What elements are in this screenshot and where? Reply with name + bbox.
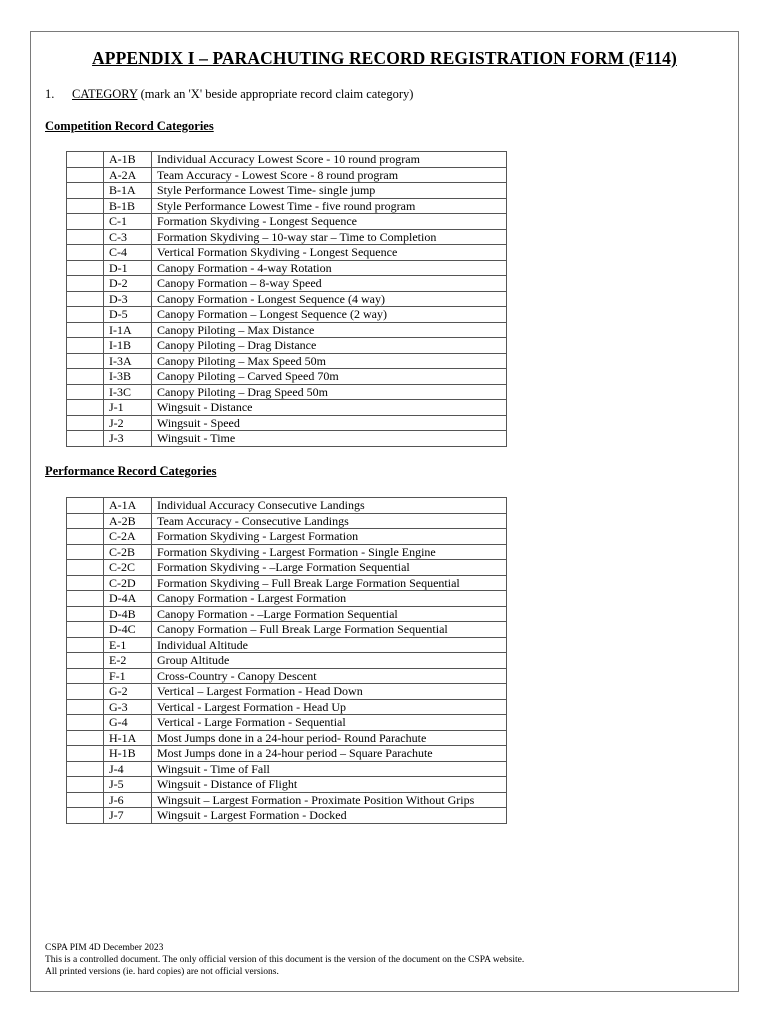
category-description: Most Jumps done in a 24-hour period- Round Parachute	[152, 730, 507, 746]
record-row	[67, 322, 507, 338]
mark-cell[interactable]	[67, 653, 104, 669]
category-code: B-1A	[104, 183, 152, 199]
category-description: Canopy Piloting – Drag Speed 50m	[152, 384, 507, 400]
category-description: Group Altitude	[152, 653, 507, 669]
record-row	[67, 761, 507, 777]
category-code: C-2C	[104, 560, 152, 576]
footer-controlled-note: This is a controlled document. The only official version of this document is the version of the document on the CSPA website.	[45, 955, 525, 965]
category-code: J-6	[104, 792, 152, 808]
category-description: Wingsuit - Distance of Flight	[152, 777, 507, 793]
category-description: Vertical Formation Skydiving - Longest Sequence	[152, 245, 507, 261]
footer	[45, 942, 524, 978]
category-description: Canopy Formation - Longest Sequence (4 way)	[152, 291, 507, 307]
category-description: Wingsuit - Time of Fall	[152, 761, 507, 777]
category-description: Cross-Country - Canopy Descent	[152, 668, 507, 684]
record-row	[67, 245, 507, 261]
record-row	[67, 544, 507, 560]
category-description: Style Performance Lowest Time - five round program	[152, 198, 507, 214]
mark-cell[interactable]	[67, 622, 104, 638]
record-row	[67, 792, 507, 808]
mark-cell[interactable]	[67, 307, 104, 323]
performance-heading: Performance Record Categories	[45, 464, 217, 478]
mark-cell[interactable]	[67, 276, 104, 292]
mark-cell[interactable]	[67, 777, 104, 793]
page-title: APPENDIX I – PARACHUTING RECORD REGISTRATION FORM (F114)	[92, 48, 677, 68]
record-row	[67, 415, 507, 431]
category-code: G-3	[104, 699, 152, 715]
mark-cell[interactable]	[67, 761, 104, 777]
record-row	[67, 167, 507, 183]
category-description: Individual Accuracy Consecutive Landings	[152, 498, 507, 514]
category-code: A-2B	[104, 513, 152, 529]
mark-cell[interactable]	[67, 746, 104, 762]
mark-cell[interactable]	[67, 183, 104, 199]
category-code: A-1A	[104, 498, 152, 514]
category-description: Individual Altitude	[152, 637, 507, 653]
record-row	[67, 353, 507, 369]
category-code: C-3	[104, 229, 152, 245]
record-row	[67, 400, 507, 416]
record-row	[67, 653, 507, 669]
mark-cell[interactable]	[67, 198, 104, 214]
mark-cell[interactable]	[67, 369, 104, 385]
category-description: Team Accuracy - Lowest Score - 8 round program	[152, 167, 507, 183]
record-row	[67, 229, 507, 245]
category-description: Canopy Formation - Largest Formation	[152, 591, 507, 607]
category-description: Canopy Formation – Full Break Large Formation Sequential	[152, 622, 507, 638]
category-code: J-7	[104, 808, 152, 824]
category-code: J-5	[104, 777, 152, 793]
category-code: D-1	[104, 260, 152, 276]
category-code: B-1B	[104, 198, 152, 214]
category-code: I-3A	[104, 353, 152, 369]
category-code: F-1	[104, 668, 152, 684]
record-row	[67, 183, 507, 199]
category-code: A-1B	[104, 152, 152, 168]
record-row	[67, 498, 507, 514]
mark-cell[interactable]	[67, 637, 104, 653]
category-description: Vertical - Largest Formation - Head Up	[152, 699, 507, 715]
category-description: Formation Skydiving – Full Break Large Formation Sequential	[152, 575, 507, 591]
mark-cell[interactable]	[67, 152, 104, 168]
mark-cell[interactable]	[67, 498, 104, 514]
record-row	[67, 746, 507, 762]
record-row	[67, 591, 507, 607]
category-description: Formation Skydiving - Largest Formation - Single Engine	[152, 544, 507, 560]
record-row	[67, 513, 507, 529]
mark-cell[interactable]	[67, 715, 104, 731]
footer-doc-id: CSPA PIM 4D December 2023	[45, 943, 164, 953]
mark-cell[interactable]	[67, 415, 104, 431]
mark-cell[interactable]	[67, 322, 104, 338]
category-description: Formation Skydiving – 10-way star – Time to Completion	[152, 229, 507, 245]
section-number: 1.	[45, 87, 55, 101]
mark-cell[interactable]	[67, 513, 104, 529]
category-code: J-4	[104, 761, 152, 777]
category-description: Vertical - Large Formation - Sequential	[152, 715, 507, 731]
category-description: Wingsuit - Distance	[152, 400, 507, 416]
category-description: Wingsuit - Speed	[152, 415, 507, 431]
category-code: E-2	[104, 653, 152, 669]
competition-heading: Competition Record Categories	[45, 119, 214, 133]
mark-cell[interactable]	[67, 260, 104, 276]
mark-cell[interactable]	[67, 431, 104, 447]
category-code: E-1	[104, 637, 152, 653]
category-description: Most Jumps done in a 24-hour period – Square Parachute	[152, 746, 507, 762]
mark-cell[interactable]	[67, 668, 104, 684]
mark-cell[interactable]	[67, 291, 104, 307]
category-instruction-text: (mark an 'X' beside appropriate record claim category)	[137, 87, 414, 101]
record-row	[67, 198, 507, 214]
record-row	[67, 338, 507, 354]
category-description: Formation Skydiving - –Large Formation Sequential	[152, 560, 507, 576]
record-row	[67, 637, 507, 653]
category-code: G-2	[104, 684, 152, 700]
competition-record-table	[66, 151, 507, 447]
category-code: C-4	[104, 245, 152, 261]
category-description: Canopy Formation – 8-way Speed	[152, 276, 507, 292]
record-row	[67, 777, 507, 793]
record-row	[67, 260, 507, 276]
record-row	[67, 369, 507, 385]
category-code: D-3	[104, 291, 152, 307]
record-row	[67, 808, 507, 824]
category-code: D-2	[104, 276, 152, 292]
category-code: I-3C	[104, 384, 152, 400]
category-code: D-4A	[104, 591, 152, 607]
category-description: Canopy Piloting – Max Speed 50m	[152, 353, 507, 369]
mark-cell[interactable]	[67, 214, 104, 230]
footer-printed-note: All printed versions (ie. hard copies) are not official versions.	[45, 967, 279, 977]
performance-record-table	[66, 497, 507, 824]
mark-cell[interactable]	[67, 606, 104, 622]
record-row	[67, 152, 507, 168]
category-label: CATEGORY	[72, 87, 138, 101]
category-description: Formation Skydiving - Longest Sequence	[152, 214, 507, 230]
mark-cell[interactable]	[67, 792, 104, 808]
mark-cell[interactable]	[67, 338, 104, 354]
mark-cell[interactable]	[67, 560, 104, 576]
record-row	[67, 699, 507, 715]
category-code: C-2D	[104, 575, 152, 591]
mark-cell[interactable]	[67, 544, 104, 560]
record-row	[67, 715, 507, 731]
record-row	[67, 684, 507, 700]
mark-cell[interactable]	[67, 245, 104, 261]
category-code: H-1B	[104, 746, 152, 762]
category-description: Canopy Piloting – Drag Distance	[152, 338, 507, 354]
category-code: J-2	[104, 415, 152, 431]
record-row	[67, 668, 507, 684]
mark-cell[interactable]	[67, 229, 104, 245]
category-description: Individual Accuracy Lowest Score - 10 round program	[152, 152, 507, 168]
record-row	[67, 529, 507, 545]
record-row	[67, 560, 507, 576]
category-code: A-2A	[104, 167, 152, 183]
record-row	[67, 291, 507, 307]
record-row	[67, 622, 507, 638]
record-row	[67, 214, 507, 230]
mark-cell[interactable]	[67, 591, 104, 607]
mark-cell[interactable]	[67, 529, 104, 545]
category-description: Style Performance Lowest Time- single jump	[152, 183, 507, 199]
mark-cell[interactable]	[67, 400, 104, 416]
category-code: I-1B	[104, 338, 152, 354]
category-description: Formation Skydiving - Largest Formation	[152, 529, 507, 545]
mark-cell[interactable]	[67, 384, 104, 400]
category-code: D-5	[104, 307, 152, 323]
mark-cell[interactable]	[67, 699, 104, 715]
category-code: G-4	[104, 715, 152, 731]
record-row	[67, 606, 507, 622]
record-row	[67, 384, 507, 400]
category-description: Canopy Piloting – Carved Speed 70m	[152, 369, 507, 385]
mark-cell[interactable]	[67, 808, 104, 824]
record-row	[67, 730, 507, 746]
category-code: C-2B	[104, 544, 152, 560]
mark-cell[interactable]	[67, 167, 104, 183]
category-code: I-3B	[104, 369, 152, 385]
category-code: C-1	[104, 214, 152, 230]
form-page	[30, 31, 739, 992]
record-row	[67, 307, 507, 323]
category-code: C-2A	[104, 529, 152, 545]
mark-cell[interactable]	[67, 730, 104, 746]
category-description: Wingsuit – Largest Formation - Proximate Position Without Grips	[152, 792, 507, 808]
record-row	[67, 276, 507, 292]
category-code: D-4C	[104, 622, 152, 638]
category-description: Vertical – Largest Formation - Head Down	[152, 684, 507, 700]
category-description: Canopy Formation - –Large Formation Sequential	[152, 606, 507, 622]
category-code: I-1A	[104, 322, 152, 338]
category-code: J-1	[104, 400, 152, 416]
category-code: J-3	[104, 431, 152, 447]
category-description: Wingsuit - Largest Formation - Docked	[152, 808, 507, 824]
mark-cell[interactable]	[67, 684, 104, 700]
category-instruction	[45, 87, 413, 102]
mark-cell[interactable]	[67, 353, 104, 369]
mark-cell[interactable]	[67, 575, 104, 591]
category-description: Team Accuracy - Consecutive Landings	[152, 513, 507, 529]
category-code: H-1A	[104, 730, 152, 746]
category-code: D-4B	[104, 606, 152, 622]
record-row	[67, 575, 507, 591]
record-row	[67, 431, 507, 447]
category-description: Wingsuit - Time	[152, 431, 507, 447]
category-description: Canopy Formation - 4-way Rotation	[152, 260, 507, 276]
category-description: Canopy Piloting – Max Distance	[152, 322, 507, 338]
category-description: Canopy Formation – Longest Sequence (2 way)	[152, 307, 507, 323]
